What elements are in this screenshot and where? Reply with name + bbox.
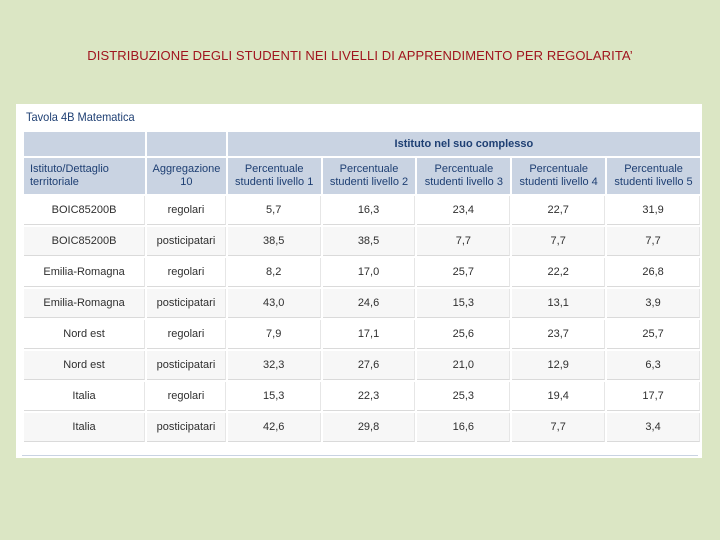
percentage-cell: 7,7 — [512, 413, 605, 442]
percentage-cell: 22,2 — [512, 258, 605, 287]
results-table — [22, 130, 702, 444]
percentage-cell: 24,6 — [323, 289, 416, 318]
percentage-cell: 13,1 — [512, 289, 605, 318]
percentage-cell: 23,4 — [417, 196, 510, 225]
table-row — [24, 413, 700, 442]
divider — [22, 455, 698, 456]
percentage-cell: 25,6 — [417, 320, 510, 349]
percentage-cell: 21,0 — [417, 351, 510, 380]
column-header: Aggregazione 10 — [147, 158, 226, 194]
aggregation-cell: regolari — [147, 196, 226, 225]
percentage-cell: 8,2 — [228, 258, 321, 287]
table-caption: Tavola 4B Matematica — [26, 110, 135, 124]
territory-cell: Italia — [24, 413, 145, 442]
percentage-cell: 25,7 — [417, 258, 510, 287]
percentage-cell: 5,7 — [228, 196, 321, 225]
percentage-cell: 26,8 — [607, 258, 700, 287]
percentage-cell: 22,7 — [512, 196, 605, 225]
table-row — [24, 196, 700, 225]
percentage-cell: 16,3 — [323, 196, 416, 225]
column-header: Percentuale studenti livello 1 — [228, 158, 321, 194]
territory-cell: BOIC85200B — [24, 196, 145, 225]
percentage-cell: 23,7 — [512, 320, 605, 349]
territory-cell: Emilia-Romagna — [24, 258, 145, 287]
percentage-cell: 31,9 — [607, 196, 700, 225]
aggregation-cell: posticipatari — [147, 289, 226, 318]
percentage-cell: 7,9 — [228, 320, 321, 349]
percentage-cell: 6,3 — [607, 351, 700, 380]
percentage-cell: 17,7 — [607, 382, 700, 411]
aggregation-cell: posticipatari — [147, 413, 226, 442]
percentage-cell: 19,4 — [512, 382, 605, 411]
table-row — [24, 258, 700, 287]
percentage-cell: 29,8 — [323, 413, 416, 442]
percentage-cell: 3,4 — [607, 413, 700, 442]
territory-cell: Italia — [24, 382, 145, 411]
percentage-cell: 15,3 — [228, 382, 321, 411]
table-row — [24, 351, 700, 380]
percentage-cell: 32,3 — [228, 351, 321, 380]
column-header: Percentuale studenti livello 2 — [323, 158, 416, 194]
aggregation-cell: regolari — [147, 320, 226, 349]
territory-cell: Nord est — [24, 351, 145, 380]
percentage-cell: 22,3 — [323, 382, 416, 411]
percentage-cell: 38,5 — [323, 227, 416, 256]
group-header: Istituto nel suo complesso — [228, 132, 700, 156]
percentage-cell: 38,5 — [228, 227, 321, 256]
percentage-cell: 27,6 — [323, 351, 416, 380]
aggregation-cell: regolari — [147, 258, 226, 287]
percentage-cell: 7,7 — [607, 227, 700, 256]
percentage-cell: 43,0 — [228, 289, 321, 318]
table-row — [24, 382, 700, 411]
percentage-cell: 25,3 — [417, 382, 510, 411]
percentage-cell: 7,7 — [417, 227, 510, 256]
aggregation-cell: posticipatari — [147, 351, 226, 380]
territory-cell: BOIC85200B — [24, 227, 145, 256]
table-row — [24, 227, 700, 256]
territory-cell: Nord est — [24, 320, 145, 349]
table-body — [24, 196, 700, 442]
percentage-cell: 7,7 — [512, 227, 605, 256]
column-header: Percentuale studenti livello 4 — [512, 158, 605, 194]
aggregation-cell: regolari — [147, 382, 226, 411]
percentage-cell: 25,7 — [607, 320, 700, 349]
percentage-cell: 16,6 — [417, 413, 510, 442]
percentage-cell: 17,1 — [323, 320, 416, 349]
percentage-cell: 15,3 — [417, 289, 510, 318]
percentage-cell: 17,0 — [323, 258, 416, 287]
table-row — [24, 320, 700, 349]
percentage-cell: 42,6 — [228, 413, 321, 442]
column-header: Percentuale studenti livello 5 — [607, 158, 700, 194]
slide-title: DISTRIBUZIONE DEGLI STUDENTI NEI LIVELLI DI APPRENDIMENTO PER REGOLARITA’ — [87, 48, 633, 63]
table-row — [24, 289, 700, 318]
column-header: Istituto/Dettaglio territoriale — [24, 158, 145, 194]
aggregation-cell: posticipatari — [147, 227, 226, 256]
percentage-cell: 12,9 — [512, 351, 605, 380]
territory-cell: Emilia-Romagna — [24, 289, 145, 318]
column-header: Percentuale studenti livello 3 — [417, 158, 510, 194]
percentage-cell: 3,9 — [607, 289, 700, 318]
table-panel — [16, 104, 702, 458]
